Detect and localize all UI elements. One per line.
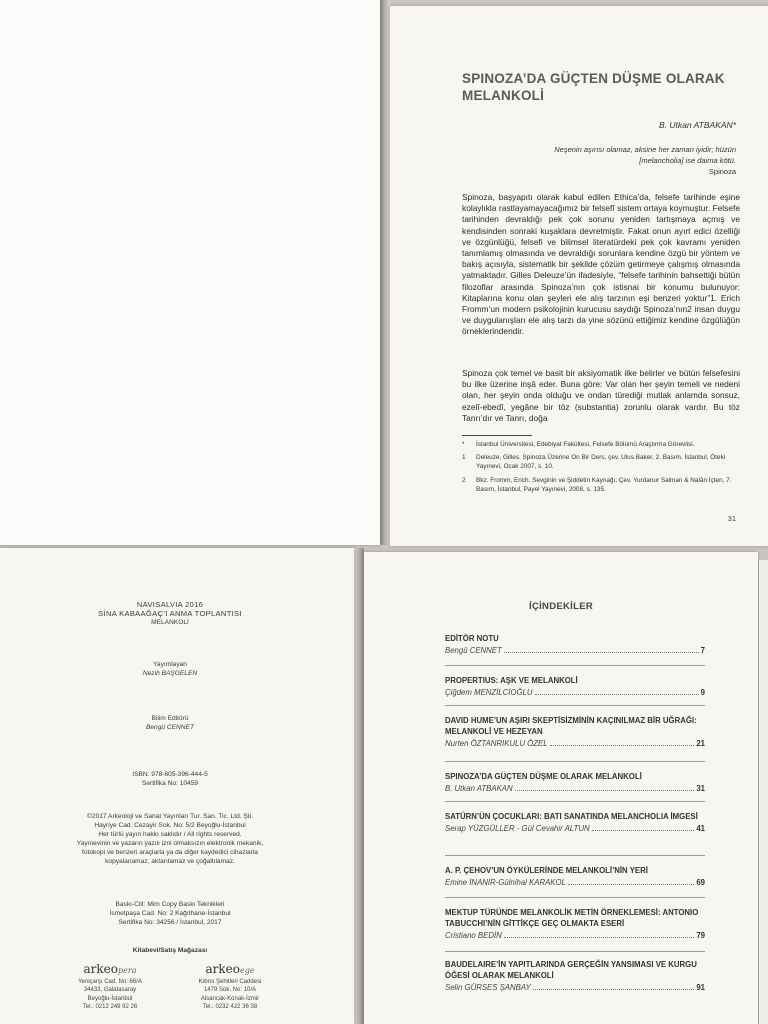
arkeoege-logo <box>180 962 280 976</box>
toc-entry <box>445 811 705 834</box>
toc-separator <box>445 761 705 762</box>
footnote-text: Bkz. Fromm, Erich. Sevginin ve Şiddetin Kaynağı, Çev. Yurdanur Salman & Nalân İçten, 7. Basım, İstanbul, Payel Yayınevi, 2008, s. 135. <box>476 476 732 493</box>
toc-entry-page: 21 <box>696 739 705 748</box>
toc-separator <box>445 855 705 856</box>
toc-entry-title: MEKTUP TÜRÜNDE MELANKOLİK METİN ÖRNEKLEMESİ: ANTONIO TABUCCHI’NİN GİTTİKÇE GEÇ OLMAKTA ESERİ <box>445 908 699 928</box>
body-paragraph: Spinoza çok temel ve basit bir aksiyomatik ilke belirler ve bütün felsefesini bu ilke üzerine inşâ eder. Buna göre: Var olan her şeyin temeli ve nedeni olan, her şeyin onda olduğu ve ondan türediği mutlak anlamda sonsuz, ezelî-ebedî, yegâne bir töz (substantia) zorunlu olarak vardır. Bu töz Tanrı’dır ve Tanrı, doğa <box>462 368 740 423</box>
toc-separator <box>445 801 705 802</box>
footnote-mark: 2 <box>462 476 466 484</box>
footnote-mark: 1 <box>462 454 466 462</box>
address-line: Kıbrıs Şehitleri Caddesi <box>198 979 262 985</box>
footnote <box>462 476 740 494</box>
footnotes <box>462 440 740 498</box>
toc-separator <box>445 665 705 666</box>
toc-entry-line <box>445 738 705 749</box>
publisher-name: Nezih BAŞGELEN <box>142 670 198 677</box>
toc-entry-author: B. Utkan ATBAKAN <box>445 784 513 793</box>
epigraph <box>526 144 736 177</box>
toc-entry-author: Selin GÜRSES ŞANBAY <box>445 983 531 992</box>
store-arkeopera <box>60 962 160 1012</box>
toc-entry <box>445 907 705 941</box>
printer-line: İsmetpaşa Cad. No: 2 Kağıthane-İstanbul <box>109 910 231 917</box>
store-logos <box>60 962 280 1012</box>
footnote-text: Deleuze, Gilles. Spinoza Üzerine On Bir Ders, çev. Ulus Baker, 2. Basım, İstanbul, Öteki Yayınevi, Ocak 2007, s. 10. <box>476 454 726 471</box>
printer-line: Baskı-Cilt: Mim Copy Baskı Teknikleri <box>115 901 225 908</box>
dot-leader <box>504 652 699 653</box>
epigraph-line: Neşenin aşırısı olamaz, aksine her zaman iyidir; hüzün <box>554 145 736 154</box>
stores-label: Kitabevi/Satış Mağazası <box>132 947 208 954</box>
printer-block <box>40 900 300 927</box>
toc-entry-title: EDİTÖR NOTU <box>445 634 499 643</box>
rights-line: fotokopi ve benzeri araçlarla ya da diğer kaydedici cihazlarla <box>82 849 258 856</box>
meeting-title: SİNA KABAAĞAÇ’I ANMA TOPLANTISI <box>98 609 242 618</box>
toc-entry-author: Bengü CENNET <box>445 646 502 655</box>
toc-separator <box>445 897 705 898</box>
toc-entry-line <box>445 877 705 888</box>
toc-entry-line <box>445 930 705 941</box>
dot-leader <box>535 694 699 695</box>
toc-entry-author: Serap YÜZGÜLLER - Gül Cevahir ALTUN <box>445 824 590 833</box>
toc-entry-page: 7 <box>700 646 705 655</box>
theme-title: MELANKOLİ <box>151 619 189 626</box>
toc-entry-title: SATÜRN’ÜN ÇOCUKLARI: BATI SANATINDA MELANCHOLIA İMGESİ <box>445 812 698 821</box>
dot-leader <box>504 937 695 938</box>
copyright-line: Hayriye Cad. Cezayir Sok. No: 5/2 Beyoğlu-İstanbul <box>94 822 246 829</box>
toc-entry-author: Emine İNANIR-Gülnihal KARAKOL <box>445 878 566 887</box>
copyright-block <box>40 812 300 866</box>
blank-page-top-left <box>0 0 380 545</box>
store-address <box>180 978 280 1012</box>
toc-entry-line <box>445 645 705 656</box>
footnote-text: İstanbul Üniversitesi, Edebiyat Fakültesi, Felsefe Bölümü Araştırma Görevlisi. <box>476 441 695 448</box>
copyright-line: ©2017 Arkeoloji ve Sanat Yayınları Tur. San. Tic. Ltd. Şti. <box>87 813 253 820</box>
toc-entry-page: 91 <box>696 983 705 992</box>
address-line: Tel.: 0212 249 92 26 <box>82 1004 138 1011</box>
store-arkeoege <box>180 962 280 1012</box>
certificate-number: Sertifika No: 10459 <box>141 780 199 787</box>
series-title: NAVISALVIA 2016 <box>136 600 204 609</box>
footnote <box>462 453 740 471</box>
address-line: Alsancak-Konak-İzmir <box>200 995 260 1002</box>
toc-entry-author: Çiğdem MENZİLCİOĞLU <box>445 688 533 697</box>
chapter-author: B. Utkan ATBAKAN* <box>659 120 736 130</box>
epigraph-source: Spinoza <box>708 167 736 176</box>
dot-leader <box>550 745 695 746</box>
toc-entry-line <box>445 783 705 794</box>
toc-entry <box>445 715 705 749</box>
toc-entry-page: 41 <box>696 824 705 833</box>
book-series-block <box>40 600 300 627</box>
address-line: Tel.: 0232 422 36 38 <box>202 1004 258 1011</box>
toc-entry-page: 79 <box>696 931 705 940</box>
book-gutter-bottom <box>354 548 364 1024</box>
body-paragraph: Spinoza, başyapıtı olarak kabul edilen Ethica’da, felsefe tarihinde eşine kolaylıkla rastlayamayacağımız bir felsefî sistem ortaya koymuştur. Felsefe tarihinden devraldığı pek çok sorunu yeniden tartışmaya açmış ve kendisinden sonraki kuşaklara devretmiştir. Fakat onun ayırt edici özelliği ve özgünlüğü, felsefi ve bilimsel literatürdeki pek çok kavramı yeniden tanımlamış olmasında ve devraldığı sorunlara kendine özgü bir yöntem ve bakış açısıyla, sistematik bir şekilde çözüm getirmeye çalışmış olmasında yatmaktadır. Gilles Deleuze’ün ifadesiyle, “felsefe tarihinin bahsettiği bütün filozoflar arasında Spinoza’nın çok istisnai bir konumu bulunuyor: Kitaplarına konu olan şeyleri ele alış tarzının eşi benzeri yoktur”1. Erich Fromm’un modern psikolojinin kurucusu saydığı Spinoza’nın2 insan duygu ve duygulanışları ele alış tarzı da yine sözünü ettiğimiz kendine özgülüğün örneklerindendir. <box>462 192 740 337</box>
toc-entry-page: 69 <box>696 878 705 887</box>
toc-entry-title: DAVID HUME’UN AŞIRI SKEPTİSİZMİNİN KAÇINILMAZ BİR UĞRAĞI: MELANKOLİ VE HEZEYAN <box>445 716 697 736</box>
toc-entry-author: Nurten ÖZTANRIKULU ÖZEL <box>445 739 548 748</box>
epigraph-line: [melancholia] ise daima kötü. <box>639 156 736 165</box>
toc-separator <box>445 705 705 706</box>
scientific-editor-block <box>40 714 300 732</box>
toc-heading: İÇİNDEKİLER <box>529 601 593 612</box>
chapter-page <box>390 6 768 546</box>
address-line: Beyoğlu-İstanbul <box>87 995 133 1002</box>
toc-entry-title: BAUDELAIRE’İN YAPITLARINDA GERÇEĞİN YANSIMASI VE KURGU ÖĞESİ OLARAK MELANKOLİ <box>445 960 697 980</box>
address-line: Yeniçarşı Cad. No: 66/A <box>78 979 142 985</box>
scientific-editor-name: Bengü CENNET <box>145 724 194 731</box>
toc-entry <box>445 675 705 698</box>
dot-leader <box>592 830 695 831</box>
printer-line: Sertifika No: 34256 / İstanbul, 2017 <box>118 919 222 926</box>
address-line: 34433, Galatasaray <box>83 987 137 994</box>
toc-entry <box>445 865 705 888</box>
logo-sub: pera <box>118 966 137 975</box>
logo-main: arkeo <box>205 962 240 976</box>
dot-leader <box>515 790 695 791</box>
page-number: 31 <box>727 514 736 523</box>
rights-line: Her türlü yayın hakkı saklıdır / All rights reserved. <box>98 831 242 838</box>
footnote-mark: * <box>462 441 465 448</box>
toc-entry-page: 9 <box>700 688 705 697</box>
toc-entry-line <box>445 982 705 993</box>
dot-leader <box>533 989 695 990</box>
toc-entry <box>445 959 705 993</box>
arkeopera-logo <box>60 962 160 976</box>
isbn-block <box>40 770 300 788</box>
address-line: 1479 Sok. No: 10/A <box>203 987 257 994</box>
publisher-label: Yayımlayan <box>153 661 187 668</box>
toc-entry-line <box>445 823 705 834</box>
toc-separator <box>445 951 705 952</box>
scientific-editor-label: Bilim Editörü <box>151 715 189 722</box>
isbn: ISBN: 978-605-396-444-5 <box>132 771 208 778</box>
dot-leader <box>568 884 694 885</box>
toc-entry-title: PROPERTIUS: AŞK VE MELANKOLİ <box>445 676 578 685</box>
logo-main: arkeo <box>83 962 119 976</box>
publisher-block <box>40 660 300 678</box>
logo-sub: ege <box>239 966 255 975</box>
toc-entry-line <box>445 687 705 698</box>
toc-entry-author: Cristiano BEDİN <box>445 931 502 940</box>
toc-entry <box>445 771 705 794</box>
toc-entry <box>445 633 705 656</box>
toc-entry-title: SPINOZA’DA GÜÇTEN DÜŞME OLARAK MELANKOLİ <box>445 772 642 781</box>
next-page-edge <box>758 560 768 1024</box>
book-gutter-top <box>380 0 390 545</box>
store-address <box>60 978 160 1012</box>
rights-line: kopyalanamaz, aktarılamaz ve çoğaltılamaz. <box>105 858 235 865</box>
footnote <box>462 440 740 449</box>
toc-entry-title: A. P. ÇEHOV’UN ÖYKÜLERİNDE MELANKOLİ’NİN YERİ <box>445 866 648 875</box>
footnote-rule <box>462 435 532 436</box>
toc-entry-page: 31 <box>696 784 705 793</box>
rights-line: Yayınevinin ve yazarın yazılı izni olmaksızın elektronik mekanik, <box>76 840 264 847</box>
chapter-title: SPINOZA’DA GÜÇTEN DÜŞME OLARAK MELANKOLİ <box>462 71 725 103</box>
